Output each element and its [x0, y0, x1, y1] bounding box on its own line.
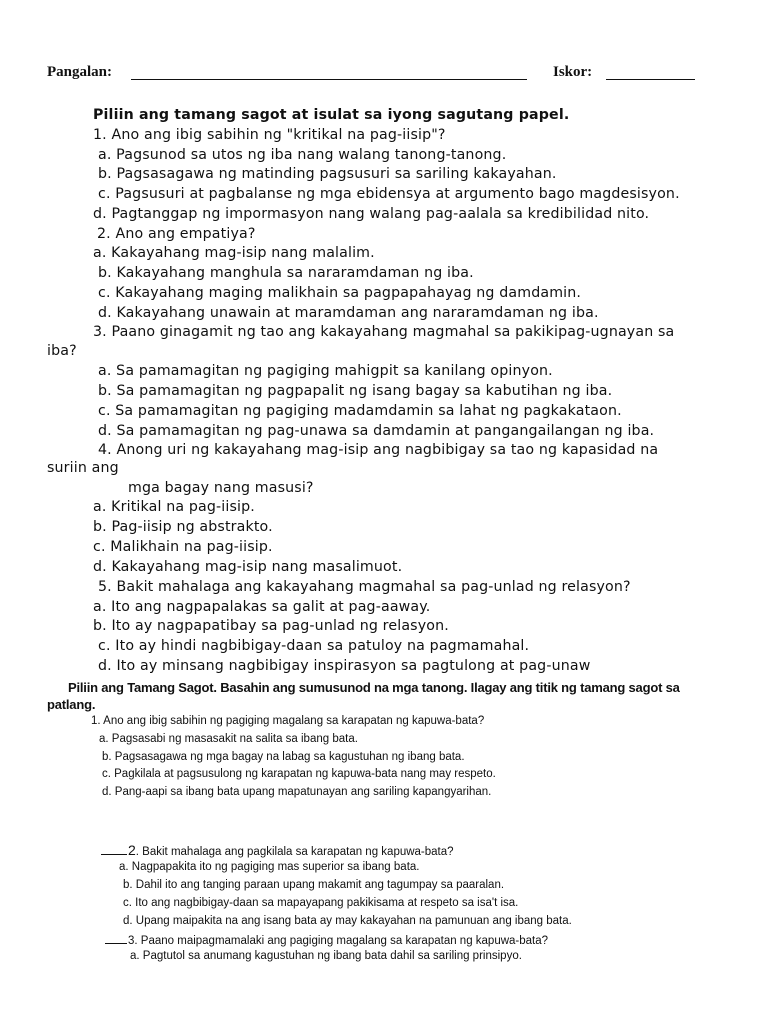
part1-instruction: Piliin ang tamang sagot at isulat sa iyong sagutang papel.: [93, 107, 570, 123]
q2-choice-d: d. Kakayahang unawain at maramdaman ang nararamdaman ng iba.: [98, 305, 599, 321]
q4-choice-c: c. Malikhain na pag-iisip.: [93, 539, 273, 555]
p2-question-3-text: 3. Paano maipagmamalaki ang pagiging magalang sa karapatan ng kapuwa-bata?: [128, 935, 549, 947]
name-blank-line[interactable]: [131, 79, 527, 80]
p2-q2-choice-a: a. Nagpapakita ito ng pagiging mas superior sa ibang bata.: [119, 861, 420, 873]
q2-choice-c: c. Kakayahang maging malikhain sa pagpapahayag ng damdamin.: [98, 285, 582, 301]
p2-q2-choice-d: d. Upang maipakita na ang isang bata ay may kakayahan na pamunuan ang ibang bata.: [123, 915, 572, 927]
part2-instruction-line2: patlang.: [47, 697, 96, 712]
q5-choice-d: d. Ito ay minsang nagbibigay inspirasyon sa pagtulong at pag-unaw: [98, 658, 591, 674]
question-1: 1. Ano ang ibig sabihin ng "kritikal na pag-iisip"?: [93, 127, 446, 143]
p2-q1-choice-d: d. Pang-aapi sa ibang bata upang mapatunayan ang sariling kapangyarihan.: [102, 786, 492, 798]
p2-question-2-number: 2: [128, 842, 136, 858]
worksheet-header: [47, 64, 747, 86]
question-2: 2. Ano ang empatiya?: [97, 226, 256, 242]
question-3: 3. Paano ginagamit ng tao ang kakayahang magmahal sa pakikipag-ugnayan sa: [93, 324, 675, 340]
q4-choice-b: b. Pag-iisip ng abstrakto.: [93, 519, 273, 535]
p2-question-1: 1. Ano ang ibig sabihin ng pagiging magalang sa karapatan ng kapuwa-bata?: [91, 715, 485, 727]
answer-blank-2[interactable]: [101, 844, 127, 855]
name-label: Pangalan:: [47, 64, 113, 80]
q1-choice-a: a. Pagsunod sa utos ng iba nang walang tanong-tanong.: [98, 147, 507, 163]
p2-q1-choice-a: a. Pagsasabi ng masasakit na salita sa ibang bata.: [99, 733, 358, 745]
question-5: 5. Bakit mahalaga ang kakayahang magmahal sa pag-unlad ng relasyon?: [98, 579, 631, 595]
q1-choice-b: b. Pagsasagawa ng matinding pagsusuri sa sariling kakayahan.: [98, 166, 557, 182]
score-blank-line[interactable]: [606, 79, 695, 80]
q1-choice-c: c. Pagsusuri at pagbalanse ng mga ebidensya at argumento bago magdesisyon.: [98, 186, 680, 202]
q5-choice-b: b. Ito ay nagpapatibay sa pag-unlad ng relasyon.: [93, 618, 449, 634]
q4-choice-d: d. Kakayahang mag-isip nang masalimuot.: [93, 559, 403, 575]
q5-choice-c: c. Ito ay hindi nagbibigay-daan sa patuloy na pagmamahal.: [98, 638, 530, 654]
question-4: 4. Anong uri ng kakayahang mag-isip ang nagbibigay sa tao ng kapasidad na: [98, 442, 659, 458]
p2-question-2-text: . Bakit mahalaga ang pagkilala sa karapatan ng kapuwa-bata?: [135, 846, 454, 858]
q2-choice-a: a. Kakayahang mag-isip nang malalim.: [93, 245, 375, 261]
p2-q1-choice-b: b. Pagsasagawa ng mga bagay na labag sa kagustuhan ng ibang bata.: [102, 751, 465, 763]
q5-choice-a: a. Ito ang nagpapalakas sa galit at pag-aaway.: [93, 599, 431, 615]
q4-choice-a: a. Kritikal na pag-iisip.: [93, 499, 255, 515]
p2-question-2: [101, 842, 454, 858]
question-4-cont-1: suriin ang: [47, 460, 119, 476]
question-4-cont-2: mga bagay nang masusi?: [128, 480, 314, 496]
q3-choice-d: d. Sa pamamagitan ng pag-unawa sa damdamin at pangangailangan ng iba.: [98, 423, 655, 439]
p2-q2-choice-b: b. Dahil ito ang tanging paraan upang makamit ang tagumpay sa paaralan.: [123, 879, 505, 891]
q1-choice-d: d. Pagtanggap ng impormasyon nang walang pag-aalala sa kredibilidad nito.: [93, 206, 650, 222]
p2-question-3: [105, 933, 548, 947]
part2-instruction-line1: Piliin ang Tamang Sagot. Basahin ang sumusunod na mga tanong. Ilagay ang titik ng tamang sagot sa: [68, 680, 680, 695]
q3-choice-c: c. Sa pamamagitan ng pagiging madamdamin sa lahat ng pagkakataon.: [98, 403, 622, 419]
p2-q3-choice-a: a. Pagtutol sa anumang kagustuhan ng ibang bata dahil sa sariling prinsipyo.: [130, 950, 522, 962]
q3-choice-a: a. Sa pamamagitan ng pagiging mahigpit sa kanilang opinyon.: [98, 363, 553, 379]
p2-q2-choice-c: c. Ito ang nagbibigay-daan sa mapayapang pakikisama at respeto sa isa't isa.: [123, 897, 519, 909]
score-label: Iskor:: [553, 64, 593, 80]
answer-blank-3[interactable]: [105, 933, 127, 944]
question-3-cont: iba?: [47, 343, 77, 359]
q3-choice-b: b. Sa pamamagitan ng pagpapalit ng isang bagay sa kabutihan ng iba.: [98, 383, 613, 399]
q2-choice-b: b. Kakayahang manghula sa nararamdaman ng iba.: [98, 265, 474, 281]
p2-q1-choice-c: c. Pagkilala at pagsusulong ng karapatan ng kapuwa-bata nang may respeto.: [102, 768, 496, 780]
